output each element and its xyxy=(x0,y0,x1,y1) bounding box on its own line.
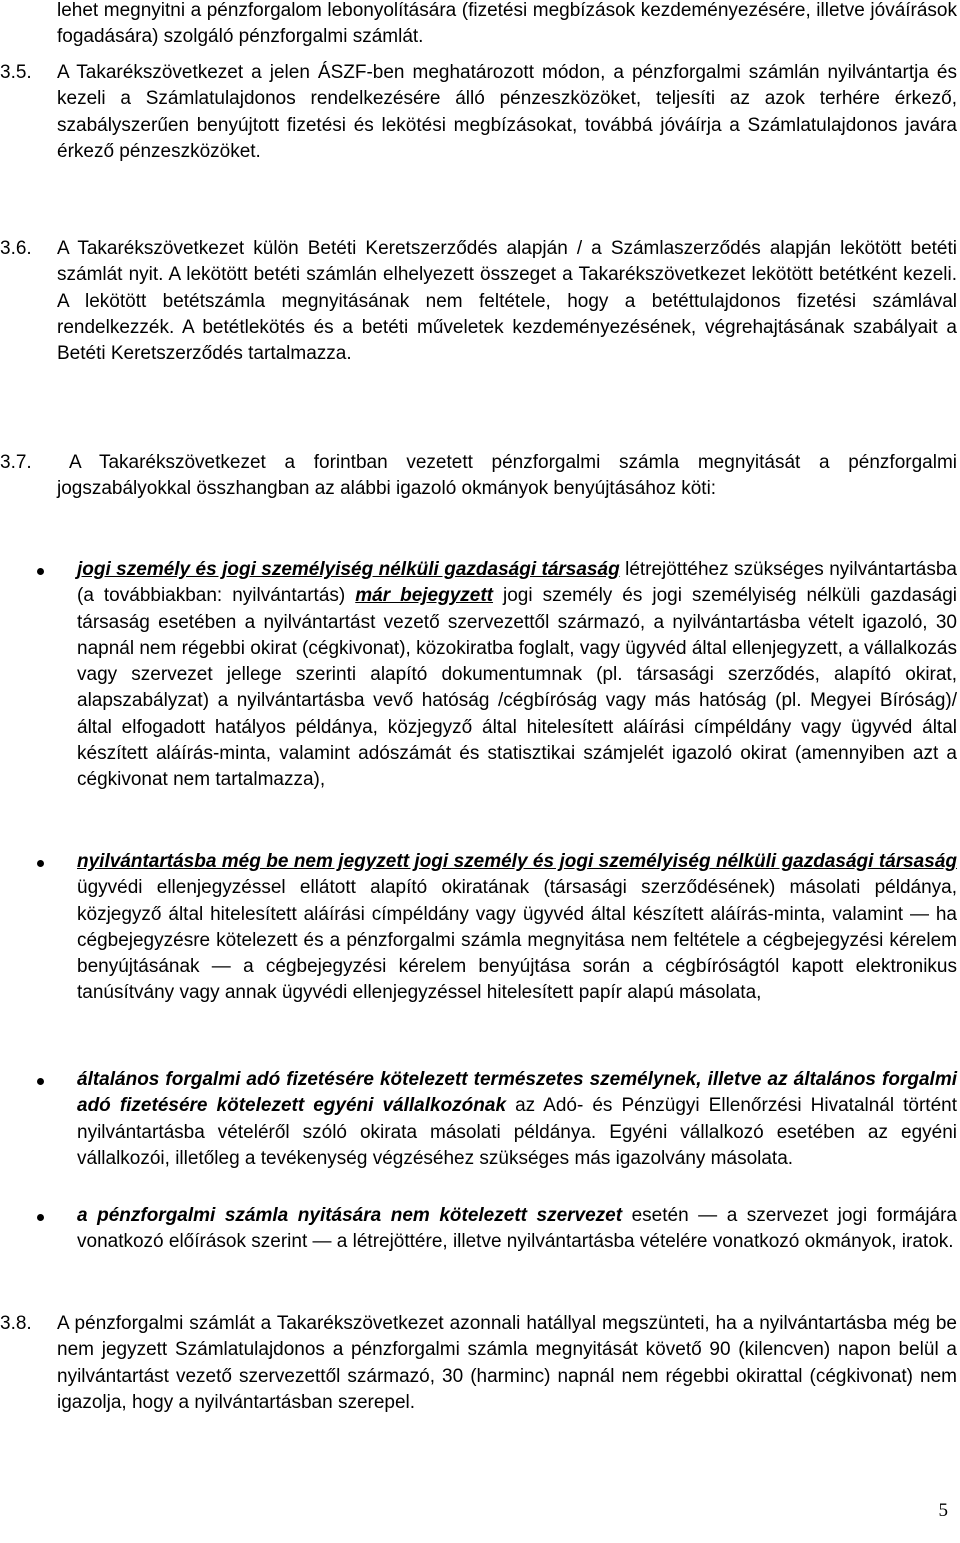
section-number-3-7: 3.7. xyxy=(0,452,32,473)
bullet-icon xyxy=(37,860,44,867)
list-item-text: az Adó- és Pénzügyi Ellenőrzési Hivatalnál történt nyilvántartásba vételéről szóló okirata másolati példánya. Egyéni vállalkozó esetében az egyéni vállalkozói, illetőleg a tevékenység végzéséhez szükséges más igazolvány másolata. xyxy=(77,1095,957,1169)
section-3-6-paragraph: A Takarékszövetkezet külön Betéti Keretszerződés alapján / a Számlaszerződés alapján lekötött betéti számlát nyit. A lekötött betéti számlán elhelyezett összeget a Takarékszövetkezet lekötött betétként kezeli. A lekötött betétszámla megnyitásának nem feltétele, hogy a betéttulajdonos fizetési számlával rendelkezzék. A betétlekötés és a betéti műveletek kezdeményezésének, végrehajtásának szabályait a Betéti Keretszerződés tartalmazza. xyxy=(57,238,957,365)
section-number-3-6: 3.6. xyxy=(0,238,32,259)
section-3-8-paragraph: A pénzforgalmi számlát a Takarékszövetkezet azonnali hatállyal megszünteti, ha a nyilvántartásba még be nem jegyzett Számlatulajdonos a pénzforgalmi számla megnyitását követő 90 (kilencven) napon belül a nyilvántartást vezető szervezettől származó, 30 (harminc) napnál nem régebbi okirattal (cégkivonat) nem igazolja, hogy a nyilvántartásban szerepel. xyxy=(57,1313,957,1413)
section-3-5-paragraph: A Takarékszövetkezet a jelen ÁSZF-ben meghatározott módon, a pénzforgalmi számlán nyilvántartja és kezeli a Számlatulajdonos rendelkezésére álló pénzeszközöket, teljesíti az azok terhére érkező, szabályszerűen benyújtott fizetési és lekötési megbízásokat, továbbá jóváírja a Számlatulajdonos javára érkező pénzeszközöket. xyxy=(57,62,957,162)
page-number: 5 xyxy=(938,1500,948,1521)
intro-paragraph: lehet megnyitni a pénzforgalom lebonyolítására (fizetési megbízások kezdeményezésére, illetve jóváírások fogadására) szolgáló pénzforgalmi számlát. xyxy=(57,0,957,48)
list-item xyxy=(77,1067,957,1172)
list-item-text: ügyvédi ellenjegyzéssel ellátott alapító okiratának (társasági szerződésének) másolati példánya, közjegyző által hitelesített aláírási címpéldány vagy ügyvéd által készített aláírás-minta, valamint — ha cégbejegyzésre kötelezett és a pénzforgalmi számla megnyitása nem feltétele a cégbejegyzési kérelem benyújtásának — a cégbejegyzési kérelem benyújtása során a cégbíróságtól kapott elektronikus tanúsítvány vagy annak ügyvédi ellenjegyzéssel hitelesített papír alapú másolata, xyxy=(77,877,957,1004)
list-item-lead: jogi személy és jogi személyiség nélküli gazdasági társaság xyxy=(77,559,620,580)
list-item xyxy=(77,557,957,794)
list-item xyxy=(77,849,957,1007)
list-item-text: létrejöttéhez szükséges nyilvántartásba (a továbbiakban: nyilvántartás) xyxy=(77,559,957,607)
list-item-text: esetén — a szervezet jogi formájára vonatkozó előírások szerint — a létrejöttére, illetve nyilvántartásba vételére vonatkozó okmányok, iratok. xyxy=(77,1205,957,1253)
list-item-emphasis: már bejegyzett xyxy=(355,585,494,607)
bullet-icon xyxy=(37,1078,44,1085)
section-number-3-8: 3.8. xyxy=(0,1313,32,1334)
list-item-text: jogi személy és jogi személyiség nélküli gazdasági társaság esetében a nyilvántartást vezető szervezettől származó, a nyilvántartásba vételt igazoló, 30 napnál nem régebbi okirat (cégkivonat), közokiratba foglalt, vagy ügyvéd által ellenjegyzett, a vállalkozás vagy szervezet jellege szerinti alapító dokumentumnak (pl. társasági szerződés, alapító okirat, alapszabályzat) a nyilvántartásba vevő hatóság /cégbíróság vagy más hatóság (pl. Megyei Bíróság)/ által elfogadott hatályos példánya, közjegyző által hitelesített aláírási címpéldány vagy ügyvéd által készített aláírás-minta, valamint adószámát és statisztikai számjelét igazoló okirat (amennyiben azt a cégkivonat nem tartalmazza), xyxy=(77,585,957,791)
list-item-lead: általános forgalmi adó fizetésére kötelezett természetes személynek, illetve az általános forgalmi adó fizetésére kötelezett egyéni vállalkozónak xyxy=(77,1069,957,1117)
list-item xyxy=(77,1203,957,1256)
section-number-3-5: 3.5. xyxy=(0,62,32,83)
bullet-icon xyxy=(37,1214,44,1221)
list-item-lead: a pénzforgalmi számla nyitására nem kötelezett szervezet xyxy=(77,1205,623,1226)
list-item-lead: nyilvántartásba még be nem jegyzett jogi személy és jogi személyiség nélküli gazdasági társaság xyxy=(77,851,957,872)
section-3-7-paragraph: A Takarékszövetkezet a forintban vezetett pénzforgalmi számla megnyitását a pénzforgalmi jogszabályokkal összhangban az alábbi igazoló okmányok benyújtásához köti: xyxy=(57,452,957,500)
bullet-icon xyxy=(37,568,44,575)
